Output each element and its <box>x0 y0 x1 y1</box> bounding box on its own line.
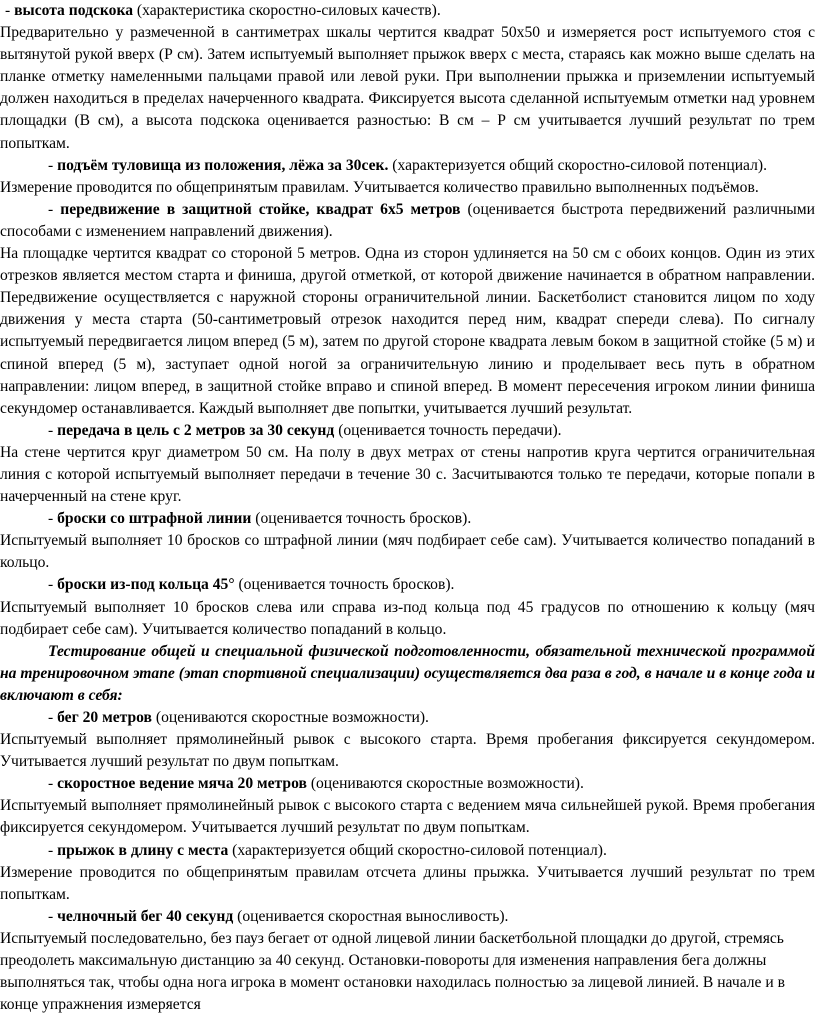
test-heading-jump-height: - высота подскока (характеристика скоростно-силовых качеств). <box>5 2 441 19</box>
test-heading-sprint-20m: - бег 20 метров (оцениваются скоростные возможности). <box>48 709 429 726</box>
test-name: высота подскока <box>14 2 134 19</box>
test-name: передвижение в защитной стойке, квадрат 6х5 метров <box>60 200 461 218</box>
test-description-free-throws: Испытуемый выполняет 10 бросков со штрафной линии (мяч подбирает себе сам). Учитывается количество попаданий в кольцо. <box>0 532 815 572</box>
test-heading-dribble-20m: - скоростное ведение мяча 20 метров (оцениваются скоростные возможности). <box>48 775 584 793</box>
test-description-defensive-stance: На площадке чертится квадрат со стороной 5 метров. Одна из сторон удлиняется на 50 см с обоих концов. Один из этих отрезков является местом старта и финиша, другой отметкой, от которой движение начинается в обратном направлении. Передвижение осуществляется с наружной стороны ограничительной линии. Баскетболист становится лицом по ходу движения у места старта (50-сантиметровый отрезок находится перед ним, квадрат спереди слева). По сигналу испытуемый передвигается лицом вперед (5 м), затем по другой стороне квадрата левым боком в защитной стойке (5 м) и спиной вперед (5 м), заступает одной ногой за ограничительную линию и проделывает весь путь в обратном направлении: лицом вперед, в защитной стойке вправо и спиной вперед. В момент пересечения игроком линии финиша секундомер останавливается. Каждый выполняет две попытки, учитывается лучший результат. <box>0 245 815 417</box>
test-description-sit-ups: Измерение проводится по общепринятым правилам. Учитывается количество правильно выполненных подъёмов. <box>0 178 759 196</box>
test-description-long-jump: Измерение проводится по общепринятым правилам отсчета длины прыжка. Учитывается лучший результат по трем попыткам. <box>0 863 815 903</box>
test-name: прыжок в длину с места <box>57 841 229 859</box>
test-heading-basket-throws: - броски из-под кольца 45° (оценивается точность бросков). <box>48 576 455 594</box>
test-name: передача в цель с 2 метров за 30 секунд <box>57 421 335 439</box>
test-name: подъём туловища из положения, лёжа за 30сек. <box>57 156 389 174</box>
test-name: челночный бег 40 секунд <box>57 907 234 925</box>
test-heading-free-throws: - броски со штрафной линии (оценивается точность бросков). <box>48 510 472 528</box>
test-heading-defensive-stance: - передвижение в защитной стойке, квадрат 6х5 метров (оценивается быстрота передвижений различными способами с изменением направлений движения). <box>0 200 815 240</box>
test-description-jump-height: Предварительно у размеченной в сантиметрах шкалы чертится квадрат 50х50 и измеряется рост испытуемого стоя с вытянутой рукой вверх (Р см). Затем испытуемый выполняет прыжок вверх с места, стараясь как можно выше сделать на планке отметку намеленными пальцами правой или левой руки. При выполнении прыжка и приземлении испытуемый должен находиться в пределах начерченного квадрата. Фиксируется высота сделанной испытуемым отметки над уровнем площадки (В см), а высота подскока оценивается разностью: В см – Р см учитывается лучший результат по трем попыткам. <box>0 24 815 152</box>
test-description-shuttle-run: Испытуемый последовательно, без пауз бегает от одной лицевой линии баскетбольной площадки до другой, стремясь преодолеть максимальную дистанцию за 40 секунд. Остановки-повороты для изменения направления бега должны выполняться так, чтобы одна нога игрока в момент остановки находилась полностью за лицевой линией. В начале и в конце упражнения измеряется <box>0 929 785 1014</box>
test-heading-long-jump: - прыжок в длину с места (характеризуется общий скоростно-силовой потенциал). <box>48 841 607 859</box>
test-heading-sit-ups: - подъём туловища из положения, лёжа за 30сек. (характеризуется общий скоростно-силовой потенциал). <box>48 156 767 174</box>
section-intro-training-stage: Тестирование общей и специальной физической подготовленности, обязательной технической программой на тренировочном этапе (этап спортивной специализации) осуществляется два раза в год, в начале и в конце года и включают в себя: <box>0 642 815 704</box>
test-description-sprint-20m: Испытуемый выполняет прямолинейный рывок с высокого старта. Время пробегания фиксируется секундомером. Учитывается лучший результат по двум попыткам. <box>0 731 815 771</box>
test-description-target-pass: На стене чертится круг диаметром 50 см. На полу в двух метрах от стены напротив круга чертится ограничительная линия с которой испытуемый выполняет передачи в течение 30 с. Засчитываются только те передачи, которые попали в начерченный на стене круг. <box>0 443 815 506</box>
test-description-basket-throws: Испытуемый выполняет 10 бросков слева или справа из-под кольца под 45 градусов по отношению к кольцу (мяч подбирает себе сам). Учитывается количество попаданий в кольцо. <box>0 598 815 638</box>
test-name: бег 20 метров <box>57 709 152 726</box>
test-name: скоростное ведение мяча 20 метров <box>57 775 307 793</box>
test-heading-target-pass: - передача в цель с 2 метров за 30 секунд (оценивается точность передачи). <box>48 421 562 439</box>
test-description-dribble-20m: Испытуемый выполняет прямолинейный рывок с высокого старта с ведением мяча сильнейшей рукой. Время пробегания фиксируется секундомером. Учитывается лучший результат по двум попыткам. <box>0 797 815 837</box>
test-name: броски из-под кольца 45° <box>57 576 235 594</box>
test-name: броски со штрафной линии <box>57 510 252 528</box>
test-heading-shuttle-run: - челночный бег 40 секунд (оценивается скоростная выносливость). <box>48 907 509 925</box>
